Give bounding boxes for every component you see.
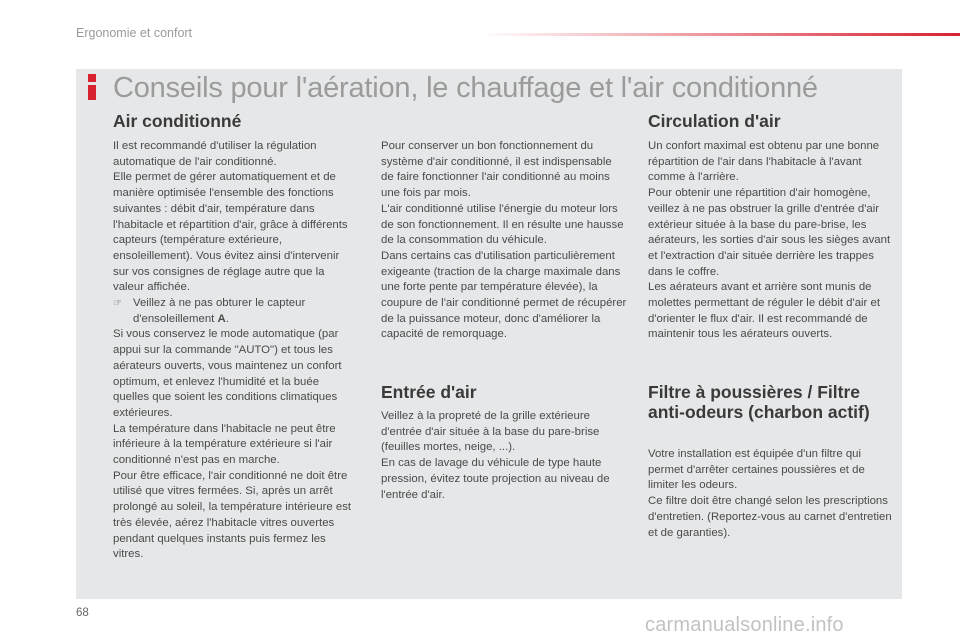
header-title: Ergonomie et confort <box>76 26 193 40</box>
paragraph: Elle permet de gérer automatiquement et de manière optimisée l'ensemble des fonctions suivantes : débit d'air, température dans l'habitacle et répartition d'air, grâce à différents capteurs (température extérieure, ensoleillement). Vous évitez ainsi d'intervenir sur vos consignes de réglage autre que la valeur affichée. <box>113 171 348 294</box>
paragraph: Pour conserver un bon fonctionnement du système d'air conditionné, il est indispensable de faire fonctionner l'air conditionné au moins une fois par mois. <box>381 140 612 200</box>
paragraph: Veillez à la propreté de la grille extérieure d'entrée d'air située à la base du pare-brise (feuilles mortes, neige, ...). <box>381 410 600 454</box>
paragraph: Ce filtre doit être changé selon les prescriptions d'entretien. (Reportez-vous au carnet d'entretien et de garanties). <box>648 495 892 539</box>
heading-air-conditionne: Air conditionné <box>113 111 242 131</box>
air-conditionne-col1 <box>113 139 357 563</box>
sensor-reference: A <box>217 312 226 325</box>
heading-filtre: Filtre à poussières / Filtre anti-odeurs (charbon actif) <box>648 382 870 422</box>
paragraph: Pour obtenir une répartition d'air homogène, veillez à ne pas obstruer la grille d'entrée d'air extérieur située à la base du pare-brise, les aérateurs, les sorties d'air sous les sièges avant et l'extraction d'air située derrière les trappes dans le coffre. <box>648 187 891 278</box>
header-accent-line <box>480 33 960 36</box>
air-conditionne-col2 <box>381 139 627 343</box>
paragraph: Il est recommandé d'utiliser la régulation automatique de l'air conditionné. <box>113 140 317 168</box>
entree-air-text <box>381 409 627 503</box>
paragraph: Dans certains cas d'utilisation particulièrement exigeante (traction de la charge maximale dans une forte pente par température élevée), la coupure de l'air conditionné permet de récupérer de la puissance moteur, donc d'améliorer la capacité de remorquage. <box>381 249 627 341</box>
filtre-text <box>648 447 894 541</box>
page-number: 68 <box>76 607 89 619</box>
bullet-arrow-icon: ☞ <box>113 298 122 310</box>
paragraph: Un confort maximal est obtenu par une bonne répartition de l'air dans l'habitacle à l'avant comme à l'arrière. <box>648 140 880 184</box>
bullet-item: ☞ Veillez à ne pas obturer le capteur d'ensoleillement A. <box>113 297 306 325</box>
info-icon <box>83 74 101 100</box>
circulation-air-text <box>648 139 894 343</box>
paragraph: Votre installation est équipée d'un filtre qui permet d'arrêter certaines poussières et de limiter les odeurs. <box>648 448 865 492</box>
paragraph: En cas de lavage du véhicule de type haute pression, évitez toute projection au niveau de l'entrée d'air. <box>381 457 610 501</box>
heading-entree-air: Entrée d'air <box>381 382 477 402</box>
bullet-text: Veillez à ne pas obturer le capteur d'ensoleillement <box>133 297 306 325</box>
watermark: carmanualsonline.info <box>645 614 844 636</box>
paragraph: La température dans l'habitacle ne peut être inférieure à la température extérieure si l'air conditionné n'est pas en marche. <box>113 422 336 467</box>
page-title: Conseils pour l'aération, le chauffage et l'air conditionné <box>113 72 818 104</box>
heading-circulation-air: Circulation d'air <box>648 111 781 131</box>
paragraph: Pour être efficace, l'air conditionné ne doit être utilisé que vitres fermées. Si, après un arrêt prolongé au soleil, la température intérieure est très élevée, aérez l'habitacle vitres ouvertes pendant quelques instants puis fermez les vitres. <box>113 469 352 561</box>
paragraph: Les aérateurs avant et arrière sont munis de molettes permettant de réguler le débit d'air et d'orienter le flux d'air. Il est recommandé de maintenir tous les aérateurs ouverts. <box>648 281 881 341</box>
paragraph: L'air conditionné utilise l'énergie du moteur lors de son fonctionnement. Il en résulte une hausse de la consommation du véhicule. <box>381 202 624 247</box>
paragraph: Si vous conservez le mode automatique (par appui sur la commande "AUTO") et tous les aérateurs ouverts, vous maintenez un confort optimum, et enlevez l'humidité et la buée quelles que soient les conditions climatiques extérieures. <box>113 328 342 419</box>
